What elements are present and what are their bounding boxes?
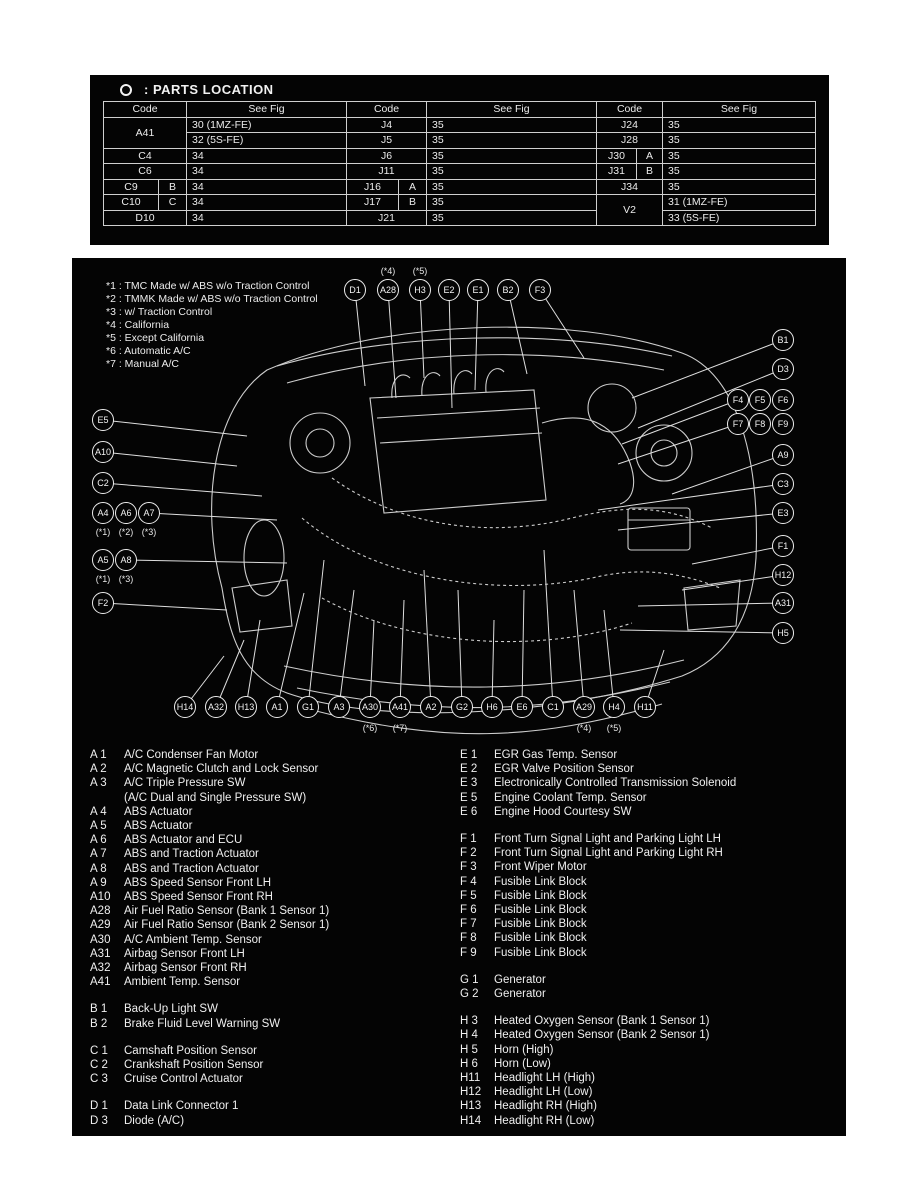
- legend-group: [460, 748, 842, 819]
- legend-right-column: [460, 748, 842, 1141]
- table-row: [104, 179, 816, 195]
- legend-item-code: B 2: [90, 1017, 108, 1030]
- legend-item-desc: ABS Actuator: [124, 805, 193, 818]
- legend-item-code: H14: [460, 1114, 482, 1127]
- table-cell: B: [399, 195, 427, 211]
- table-cell: 35: [427, 210, 597, 226]
- legend-item: [90, 904, 452, 918]
- table-cell: 34: [187, 148, 347, 164]
- legend-item: [90, 876, 452, 890]
- legend-item: [460, 791, 842, 805]
- table-cell: J21: [347, 210, 427, 226]
- legend-item-code: H13: [460, 1100, 482, 1113]
- legend-item: [460, 973, 842, 987]
- parts-location-panel: [90, 75, 829, 245]
- callout-A8: A8: [115, 549, 137, 571]
- callout-H4: H4: [603, 696, 625, 718]
- legend-item: [90, 833, 452, 847]
- callout-E5: E5: [92, 409, 114, 431]
- legend-item: [90, 961, 452, 975]
- legend-item: [460, 762, 842, 776]
- legend-item: [460, 903, 842, 917]
- table-cell: 35: [663, 117, 816, 133]
- legend-item: [460, 832, 842, 846]
- table-cell: 34: [187, 179, 347, 195]
- diagram-note: *1 : TMC Made w/ ABS w/o Traction Control: [106, 280, 310, 292]
- legend-item: [460, 1057, 842, 1071]
- parts-location-table: [103, 101, 816, 226]
- callout-A32: A32: [205, 696, 227, 718]
- legend-item: [90, 776, 452, 790]
- diagram-note: *6 : Automatic A/C: [106, 345, 191, 357]
- table-cell: 35: [663, 133, 816, 149]
- legend-group: [90, 1099, 452, 1127]
- legend-item: [460, 917, 842, 931]
- callout-F2: F2: [92, 592, 114, 614]
- table-row: [104, 133, 816, 149]
- legend-item-desc: Camshaft Position Sensor: [124, 1044, 257, 1057]
- legend-item-code: A41: [90, 976, 111, 989]
- legend-item-code: F 7: [460, 918, 477, 931]
- legend-item-code: G 2: [460, 988, 479, 1001]
- legend-item-desc: ABS Actuator: [124, 820, 193, 833]
- legend-item-desc: ABS and Traction Actuator: [124, 862, 259, 875]
- legend-item-desc: ABS Actuator and ECU: [124, 834, 243, 847]
- legend-item-desc: Brake Fluid Level Warning SW: [124, 1017, 281, 1030]
- legend-item: [460, 1028, 842, 1042]
- col-header: Code: [347, 102, 427, 118]
- legend-item: [90, 1099, 452, 1113]
- legend-item-desc: Air Fuel Ratio Sensor (Bank 2 Sensor 1): [124, 919, 330, 932]
- legend-item-desc: A/C Ambient Temp. Sensor: [124, 933, 262, 946]
- table-cell: J31: [597, 164, 637, 180]
- callout-B2: B2: [497, 279, 519, 301]
- table-cell: J28: [597, 133, 663, 149]
- parts-location-circle-icon: [120, 84, 132, 96]
- legend-item-desc: EGR Valve Position Sensor: [494, 763, 634, 776]
- legend-item-desc: A/C Triple Pressure SW: [124, 777, 246, 790]
- legend-item-desc: A/C Magnetic Clutch and Lock Sensor: [124, 763, 319, 776]
- variant-note: (*4): [380, 266, 396, 276]
- callout-H5: H5: [772, 622, 794, 644]
- legend-item-code: F 9: [460, 946, 477, 959]
- col-header: See Fig: [427, 102, 597, 118]
- table-cell: C6: [104, 164, 187, 180]
- callout-A28: A28: [377, 279, 399, 301]
- legend-item: [460, 1071, 842, 1085]
- legend-item-desc: ABS and Traction Actuator: [124, 848, 259, 861]
- table-row: [104, 210, 816, 226]
- table-cell: 32 (5S-FE): [187, 133, 347, 149]
- legend-item-code: D 3: [90, 1114, 108, 1127]
- table-cell: A41: [104, 117, 187, 148]
- legend-item-code: A 7: [90, 848, 107, 861]
- legend-item: [90, 1044, 452, 1058]
- legend-item: [460, 1114, 842, 1128]
- legend-left-column: [90, 748, 452, 1141]
- legend-item-code: F 2: [460, 847, 477, 860]
- legend-item-desc: Headlight LH (High): [494, 1072, 595, 1085]
- legend-item-code: C 3: [90, 1073, 108, 1086]
- legend-item: [460, 846, 842, 860]
- callout-E6: E6: [511, 696, 533, 718]
- table-cell: C9: [104, 179, 159, 195]
- legend-group: [460, 832, 842, 960]
- legend-item: [90, 847, 452, 861]
- legend-item: [90, 933, 452, 947]
- table-cell: 35: [663, 148, 816, 164]
- callout-H3: H3: [409, 279, 431, 301]
- legend-item-code: A 5: [90, 820, 107, 833]
- legend-item-desc: Cruise Control Actuator: [124, 1073, 243, 1086]
- table-cell: 34: [187, 195, 347, 211]
- legend-item-code: E 5: [460, 791, 478, 804]
- callout-E3: E3: [772, 502, 794, 524]
- diagram-note: *2 : TMMK Made w/ ABS w/o Traction Control: [106, 293, 318, 305]
- table-row: [104, 117, 816, 133]
- legend-item: [90, 1002, 452, 1016]
- legend-group: [460, 1014, 842, 1128]
- legend-item-code: F 5: [460, 889, 477, 902]
- legend-item: [460, 1099, 842, 1113]
- legend-item-code: C 1: [90, 1044, 108, 1057]
- parts-location-title-text: : PARTS LOCATION: [144, 82, 274, 97]
- legend-item-code: H 4: [460, 1029, 478, 1042]
- callout-A30: A30: [359, 696, 381, 718]
- legend-item-code: F 3: [460, 861, 477, 874]
- table-cell: C4: [104, 148, 187, 164]
- legend-item-code: H12: [460, 1086, 482, 1099]
- variant-note: (*1): [95, 574, 111, 584]
- legend-item: [460, 875, 842, 889]
- legend-item-code: F 8: [460, 932, 477, 945]
- legend-item-desc: Air Fuel Ratio Sensor (Bank 1 Sensor 1): [124, 905, 330, 918]
- variant-note: (*3): [141, 527, 157, 537]
- table-cell: J4: [347, 117, 427, 133]
- callout-C1: C1: [542, 696, 564, 718]
- legend-item-desc: Headlight RH (Low): [494, 1114, 595, 1127]
- table-body: [104, 117, 816, 226]
- callout-A5: A5: [92, 549, 114, 571]
- callout-C2: C2: [92, 472, 114, 494]
- legend-item-desc: Heated Oxygen Sensor (Bank 1 Sensor 1): [494, 1015, 710, 1028]
- col-header: Code: [104, 102, 187, 118]
- table-cell: B: [637, 164, 663, 180]
- legend-group: [90, 748, 452, 989]
- legend-item-desc: Ambient Temp. Sensor: [124, 976, 241, 989]
- legend-item: [460, 860, 842, 874]
- legend-item-desc: Airbag Sensor Front LH: [124, 947, 245, 960]
- legend-item-code: F 4: [460, 875, 477, 888]
- table-cell: J6: [347, 148, 427, 164]
- legend-item-desc: A/C Condenser Fan Motor: [124, 749, 259, 761]
- variant-note: (*3): [118, 574, 134, 584]
- table-cell: B: [159, 179, 187, 195]
- table-cell: C: [159, 195, 187, 211]
- diagram-note: *3 : w/ Traction Control: [106, 306, 213, 318]
- table-cell: 33 (5S-FE): [663, 210, 816, 226]
- legend-item-desc: Generator: [494, 973, 546, 986]
- legend-item-desc: Data Link Connector 1: [124, 1100, 239, 1113]
- table-cell: C10: [104, 195, 159, 211]
- legend-item-code: A 6: [90, 834, 107, 847]
- legend-item: [90, 918, 452, 932]
- callout-F6: F6: [772, 389, 794, 411]
- callout-F7: F7: [727, 413, 749, 435]
- legend-item: [460, 1085, 842, 1099]
- table-head: [104, 102, 816, 118]
- callout-F3: F3: [529, 279, 551, 301]
- legend-item-code: E 3: [460, 777, 478, 790]
- legend-item-desc: Headlight LH (Low): [494, 1086, 593, 1099]
- table-cell: J30: [597, 148, 637, 164]
- legend-item-code: H 6: [460, 1057, 478, 1070]
- table-cell: 35: [663, 164, 816, 180]
- legend-item: [90, 762, 452, 776]
- legend-item-desc: Fusible Link Block: [494, 875, 587, 888]
- table-cell: 35: [427, 179, 597, 195]
- table-cell: 31 (1MZ-FE): [663, 195, 816, 211]
- callout-E2: E2: [438, 279, 460, 301]
- table-cell: J5: [347, 133, 427, 149]
- legend-item: [460, 889, 842, 903]
- legend-group: [90, 1002, 452, 1030]
- legend-item: [90, 975, 452, 989]
- legend-item-code: A32: [90, 962, 111, 975]
- table-cell: J16: [347, 179, 399, 195]
- legend-item-desc: Headlight RH (High): [494, 1100, 597, 1113]
- legend-item-code: H11: [460, 1072, 481, 1085]
- variant-note: (*6): [362, 723, 378, 733]
- col-header: See Fig: [663, 102, 816, 118]
- col-header: Code: [597, 102, 663, 118]
- table-cell: V2: [597, 195, 663, 226]
- table-cell: A: [399, 179, 427, 195]
- legend-item-code: H 5: [460, 1043, 478, 1056]
- legend-item-code: E 6: [460, 805, 478, 818]
- table-row: [104, 164, 816, 180]
- legend-item-code: B 1: [90, 1003, 108, 1016]
- legend-item-desc: Front Turn Signal Light and Parking Light RH: [494, 847, 723, 860]
- legend-item: [460, 931, 842, 945]
- legend-item-desc: Fusible Link Block: [494, 946, 587, 959]
- variant-note: (*2): [118, 527, 134, 537]
- legend-item: [90, 890, 452, 904]
- legend-item-code: [90, 791, 124, 805]
- diagram-note: *4 : California: [106, 319, 170, 331]
- callout-A9: A9: [772, 444, 794, 466]
- legend-item-desc: Diode (A/C): [124, 1114, 185, 1127]
- table-cell: D10: [104, 210, 187, 226]
- callout-H14: H14: [174, 696, 196, 718]
- table-cell: 30 (1MZ-FE): [187, 117, 347, 133]
- callout-H12: H12: [772, 564, 794, 586]
- legend-item-code: A 8: [90, 862, 107, 875]
- table-cell: J34: [597, 179, 663, 195]
- callout-G1: G1: [297, 696, 319, 718]
- callout-H13: H13: [235, 696, 257, 718]
- table-cell: 35: [427, 195, 597, 211]
- legend-item-code: A28: [90, 905, 111, 918]
- callout-G2: G2: [451, 696, 473, 718]
- legend-item-desc: Fusible Link Block: [494, 889, 587, 902]
- variant-note: (*5): [606, 723, 622, 733]
- callout-C3: C3: [772, 473, 794, 495]
- legend-group: [460, 973, 842, 1001]
- legend-item: [460, 1014, 842, 1028]
- callout-F8: F8: [749, 413, 771, 435]
- legend-item-code: A 1: [90, 749, 107, 761]
- legend-item-code: A29: [90, 919, 111, 932]
- legend-item-desc: Crankshaft Position Sensor: [124, 1059, 264, 1072]
- legend-item: [460, 946, 842, 960]
- callout-A10: A10: [92, 441, 114, 463]
- legend-item-desc: ABS Speed Sensor Front RH: [124, 891, 273, 904]
- legend-item-desc: Fusible Link Block: [494, 904, 587, 917]
- variant-note: (*4): [576, 723, 592, 733]
- callout-A6: A6: [115, 502, 137, 524]
- legend-item-code: A 9: [90, 876, 107, 889]
- callout-A41: A41: [389, 696, 411, 718]
- legend-item: [460, 776, 842, 790]
- legend-item: [460, 987, 842, 1001]
- legend-item-desc: Heated Oxygen Sensor (Bank 2 Sensor 1): [494, 1029, 710, 1042]
- table-cell: 34: [187, 164, 347, 180]
- legend-item-desc: Horn (Low): [494, 1057, 551, 1070]
- callout-D3: D3: [772, 358, 794, 380]
- parts-location-title: [120, 82, 274, 97]
- legend-item-desc: ABS Speed Sensor Front LH: [124, 876, 272, 889]
- callout-A2: A2: [420, 696, 442, 718]
- legend-item-desc: Horn (High): [494, 1043, 554, 1056]
- legend-item: [90, 862, 452, 876]
- legend-item: [90, 1072, 452, 1086]
- diagram-note: *7 : Manual A/C: [106, 358, 179, 370]
- legend-item-code: D 1: [90, 1100, 108, 1113]
- legend-item: [90, 819, 452, 833]
- table-cell: 35: [663, 179, 816, 195]
- callout-D1: D1: [344, 279, 366, 301]
- callout-A1: A1: [266, 696, 288, 718]
- callout-H11: H11: [634, 696, 656, 718]
- callout-E1: E1: [467, 279, 489, 301]
- legend-item-code: F 1: [460, 833, 477, 846]
- legend-item-desc: Front Wiper Motor: [494, 861, 587, 874]
- legend-item-desc: Airbag Sensor Front RH: [124, 962, 247, 975]
- table-cell: J17: [347, 195, 399, 211]
- legend-item-code: A 3: [90, 777, 107, 790]
- table-row: [104, 195, 816, 211]
- legend-item-code: E 1: [460, 749, 478, 761]
- legend-item: [460, 748, 842, 762]
- legend-item: [90, 947, 452, 961]
- diagram-note: *5 : Except California: [106, 332, 205, 344]
- legend-item-desc: EGR Gas Temp. Sensor: [494, 749, 618, 761]
- legend-item: [90, 791, 452, 805]
- table-cell: J11: [347, 164, 427, 180]
- table-cell: 34: [187, 210, 347, 226]
- legend-item: [90, 1017, 452, 1031]
- legend-item-code: A 4: [90, 805, 107, 818]
- legend-item-code: A31: [90, 947, 111, 960]
- legend-item: [90, 748, 452, 762]
- legend-item-code: G 1: [460, 973, 479, 986]
- legend-item-code: A 2: [90, 763, 107, 776]
- table-cell: 35: [427, 148, 597, 164]
- variant-note: (*5): [412, 266, 428, 276]
- legend-item-desc: Fusible Link Block: [494, 932, 587, 945]
- legend-item-desc: Fusible Link Block: [494, 918, 587, 931]
- legend-item: [90, 1114, 452, 1128]
- table-row: [104, 148, 816, 164]
- legend-item: [90, 805, 452, 819]
- legend-item-code: A30: [90, 933, 111, 946]
- legend-item-desc: (A/C Dual and Single Pressure SW): [124, 791, 307, 804]
- callout-A29: A29: [573, 696, 595, 718]
- legend-item-code: H 3: [460, 1015, 478, 1028]
- engine-diagram-panel: [72, 258, 846, 1136]
- table-cell: J24: [597, 117, 663, 133]
- callout-F9: F9: [772, 413, 794, 435]
- callout-A31: A31: [772, 592, 794, 614]
- legend-group: [90, 1044, 452, 1087]
- table-cell: 35: [427, 164, 597, 180]
- legend-item-desc: Generator: [494, 988, 546, 1001]
- table-cell: A: [637, 148, 663, 164]
- legend-item: [460, 1043, 842, 1057]
- callout-B1: B1: [772, 329, 794, 351]
- table-cell: 35: [427, 133, 597, 149]
- callout-F4: F4: [727, 389, 749, 411]
- legend-item: [460, 805, 842, 819]
- callout-A7: A7: [138, 502, 160, 524]
- callout-F5: F5: [749, 389, 771, 411]
- variant-note: (*7): [392, 723, 408, 733]
- legend-item-desc: Engine Hood Courtesy SW: [494, 805, 632, 818]
- callout-A4: A4: [92, 502, 114, 524]
- callout-F1: F1: [772, 535, 794, 557]
- legend-item-code: A10: [90, 891, 111, 904]
- variant-note: (*1): [95, 527, 111, 537]
- legend-item-code: C 2: [90, 1059, 108, 1072]
- legend-item-desc: Electronically Controlled Transmission Solenoid: [494, 777, 737, 790]
- table-cell: 35: [427, 117, 597, 133]
- legend-item-code: E 2: [460, 763, 478, 776]
- legend-item-desc: Front Turn Signal Light and Parking Light LH: [494, 833, 721, 846]
- col-header: See Fig: [187, 102, 347, 118]
- legend-item-desc: Back-Up Light SW: [124, 1003, 218, 1016]
- callout-A3: A3: [328, 696, 350, 718]
- legend-item: [90, 1058, 452, 1072]
- callout-H6: H6: [481, 696, 503, 718]
- legend-item-code: F 6: [460, 904, 477, 917]
- legend-item-desc: Engine Coolant Temp. Sensor: [494, 791, 647, 804]
